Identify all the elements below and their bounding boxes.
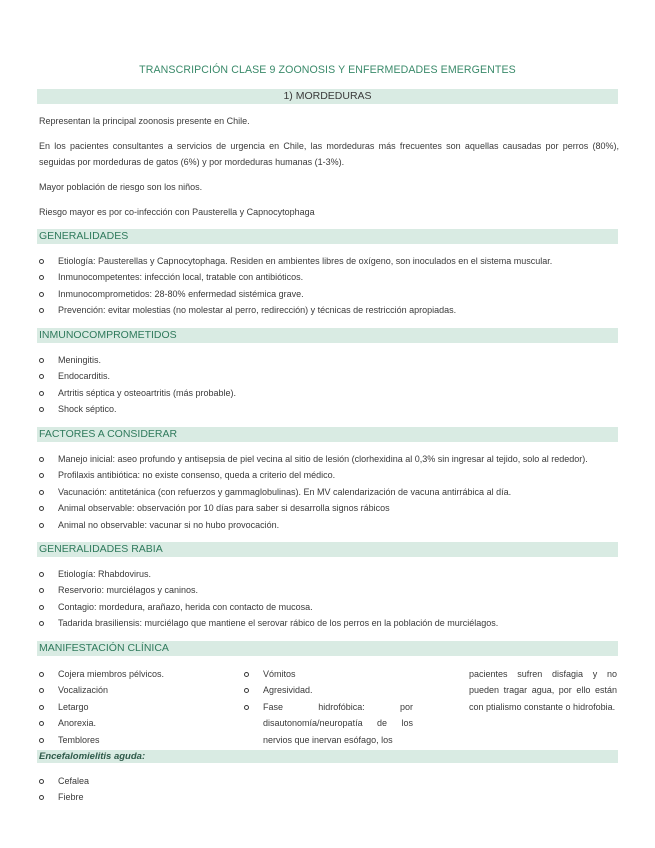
list-item: Tadarida brasiliensis: murciélago que mantiene el serovar rábico de los perros en la población de murciélagos. <box>39 615 498 631</box>
list-item: Cefalea <box>39 773 89 789</box>
paragraph-coinfeccion: Riesgo mayor es por co-infección con Pausterella y Capnocytophaga <box>39 207 315 217</box>
list-item: Meningitis. <box>39 352 236 368</box>
bullet-icon <box>39 391 44 396</box>
rabia-list <box>39 566 498 632</box>
section-heading-clinica: MANIFESTACIÓN CLÍNICA <box>37 641 618 656</box>
paragraph-urgencia-chile: En los pacientes consultantes a servicios de urgencia en Chile, las mordeduras más frecuentes son aquellas causadas por perros (80%), seguidas por mordeduras de gatos (6%) y por mordeduras humanas (1-3%). <box>39 141 619 167</box>
section-heading-generalidades: GENERALIDADES <box>37 229 618 244</box>
section-heading-factores: FACTORES A CONSIDERAR <box>37 427 618 442</box>
list-item: Vacunación: antitetánica (con refuerzos y gammaglobulinas). En MV calendarización de vacuna antirrábica al día. <box>39 484 588 500</box>
bullet-icon <box>39 259 44 264</box>
bullet-icon <box>39 672 44 677</box>
list-item: Manejo inicial: aseo profundo y antisepsia de piel vecina al sitio de lesión (clorhexidina al 0,3% sin ingresar al tejido, solo al rededor). <box>39 451 588 467</box>
list-item: Etiología: Rhabdovirus. <box>39 566 498 582</box>
bullet-icon <box>39 738 44 743</box>
inmunocomprometidos-list <box>39 352 236 418</box>
paragraph-principal-zoonosis: Representan la principal zoonosis presente en Chile. <box>39 116 250 126</box>
bullet-icon <box>39 779 44 784</box>
bullet-icon <box>39 275 44 280</box>
list-item: Inmunocompetentes: infección local, tratable con antibióticos. <box>39 269 552 285</box>
paragraph-poblacion-riesgo: Mayor población de riesgo son los niños. <box>39 182 203 192</box>
bullet-icon <box>39 721 44 726</box>
encefalomielitis-list <box>39 773 89 806</box>
clinica-col2-list <box>244 666 313 699</box>
list-item: Artritis séptica y osteoartritis (más probable). <box>39 385 236 401</box>
bullet-icon <box>39 572 44 577</box>
clinica-col1-list <box>39 666 164 748</box>
bullet-icon <box>39 374 44 379</box>
bullet-icon <box>244 688 249 693</box>
bullet-icon <box>244 705 249 710</box>
bullet-icon <box>39 705 44 710</box>
list-item: Shock séptico. <box>39 401 236 417</box>
list-item: Profilaxis antibiótica: no existe consenso, queda a criterio del médico. <box>39 467 588 483</box>
bullet-icon <box>39 605 44 610</box>
bullet-icon <box>244 672 249 677</box>
list-item: Prevención: evitar molestias (no molestar al perro, redirección) y técnicas de restricción apropiadas. <box>39 302 552 318</box>
list-item: Animal no observable: vacunar si no hubo provocación. <box>39 517 588 533</box>
list-item: Temblores <box>39 732 164 748</box>
bullet-icon <box>39 506 44 511</box>
bullet-icon <box>39 308 44 313</box>
generalidades-list <box>39 253 552 319</box>
section-heading-inmunocomprometidos: INMUNOCOMPROMETIDOS <box>37 328 618 343</box>
list-item: Etiología: Pausterellas y Capnocytophaga. Residen en ambientes libres de oxígeno, son inoculados en el sistema muscular. <box>39 253 552 269</box>
list-item: Cojera miembros pélvicos. <box>39 666 164 682</box>
list-item: Vocalización <box>39 682 164 698</box>
list-item: Reservorio: murciélagos y caninos. <box>39 582 498 598</box>
section-heading-mordeduras: 1) MORDEDURAS <box>37 89 618 104</box>
factores-list <box>39 451 588 533</box>
bullet-icon <box>39 457 44 462</box>
bullet-icon <box>39 588 44 593</box>
list-item: Endocarditis. <box>39 368 236 384</box>
bullet-icon <box>39 523 44 528</box>
bullet-icon <box>39 688 44 693</box>
list-item: Agresividad. <box>244 682 313 698</box>
list-item: Vómitos <box>244 666 313 682</box>
bullet-icon <box>39 407 44 412</box>
section-heading-encefalomielitis: Encefalomielitis aguda: <box>37 750 618 763</box>
bullet-icon <box>39 795 44 800</box>
section-heading-rabia: GENERALIDADES RABIA <box>37 542 618 557</box>
bullet-icon <box>39 490 44 495</box>
bullet-icon <box>39 358 44 363</box>
list-item: Fiebre <box>39 789 89 805</box>
list-item: Anorexia. <box>39 715 164 731</box>
clinica-fase-hidrofobica: Fase hidrofóbica: por disautonomía/neuropatía de los nervios que inervan esófago, los <box>244 699 413 748</box>
document-title: TRANSCRIPCIÓN CLASE 9 ZOONOSIS Y ENFERMEDADES EMERGENTES <box>139 64 516 76</box>
bullet-icon <box>39 292 44 297</box>
list-item: Letargo <box>39 699 164 715</box>
list-item: Animal observable: observación por 10 días para saber si desarrolla signos rábicos <box>39 500 588 516</box>
bullet-icon <box>39 621 44 626</box>
list-item: Contagio: mordedura, arañazo, herida con contacto de mucosa. <box>39 599 498 615</box>
list-item: Inmunocomprometidos: 28-80% enfermedad sistémica grave. <box>39 286 552 302</box>
bullet-icon <box>39 473 44 478</box>
clinica-col3-text: pacientes sufren disfagia y no pueden tragar agua, por ello están con ptialismo constante o hidrofobia. <box>469 669 617 712</box>
